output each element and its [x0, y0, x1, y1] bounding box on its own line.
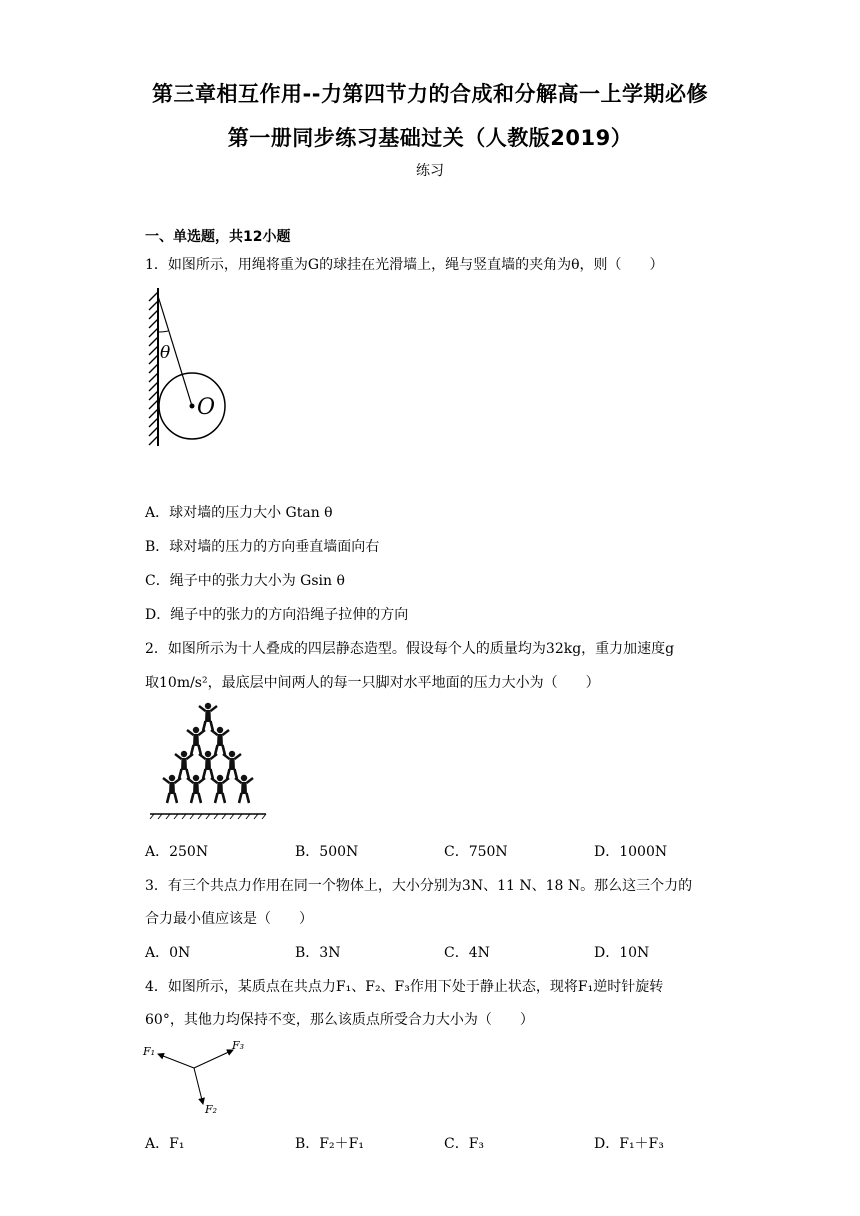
q4-option-c: C．F₃ — [444, 1136, 485, 1152]
q2-human-pyramid-figure — [148, 704, 268, 820]
q2-option-a: A．250N — [145, 844, 209, 860]
q4-f2-label: F₂ — [205, 1103, 218, 1116]
question-1-text: 1．如图所示，用绳将重为G的球挂在光滑墙上，绳与竖直墙的夹角为θ，则（ ） — [145, 257, 664, 273]
q2-option-d: D．1000N — [594, 844, 668, 860]
q4-option-d: D．F₁＋F₃ — [594, 1136, 664, 1152]
document-title-line2: 第一册同步练习基础过关（人教版2019） — [227, 126, 633, 150]
q1-center-label: O — [197, 395, 216, 420]
q1-option-a: A．球对墙的压力大小 Gtan θ — [145, 505, 333, 521]
question-3-text-line1: 3．有三个共点力作用在同一个物体上，大小分别为3N、11 N、18 N。那么这三个力的 — [145, 878, 693, 894]
question-4-text-line1: 4．如图所示，某质点在共点力F₁、F₂、F₃作用下处于静止状态，现将F₁逆时针旋转 — [145, 979, 664, 995]
q1-theta-label: θ — [160, 343, 171, 363]
q1-option-b: B．球对墙的压力的方向垂直墙面向右 — [145, 539, 380, 555]
q4-f3-label: F₃ — [232, 1039, 245, 1052]
q3-option-d: D．10N — [594, 945, 650, 961]
question-3-text-line2: 合力最小值应该是（ ） — [145, 911, 313, 927]
q4-option-a: A．F₁ — [145, 1136, 185, 1152]
q1-option-c: C．绳子中的张力大小为 Gsin θ — [145, 573, 345, 589]
question-2-text-line1: 2．如图所示为十人叠成的四层静态造型。假设每个人的质量均为32kg，重力加速度g — [145, 641, 675, 657]
q3-option-c: C．4N — [444, 945, 490, 961]
section-header: 一、单选题，共12小题 — [145, 229, 291, 245]
q4-option-b: B．F₂＋F₁ — [295, 1136, 364, 1152]
document-subtitle: 练习 — [416, 163, 444, 179]
q1-option-d: D．绳子中的张力的方向沿绳子拉伸的方向 — [145, 607, 409, 623]
q3-option-b: B．3N — [295, 945, 341, 961]
question-4-text-line2: 60°，其他力均保持不变，那么该质点所受合力大小为（ ） — [145, 1012, 534, 1028]
q3-option-a: A．0N — [145, 945, 191, 961]
question-2-text-line2: 取10m/s²，最底层中间两人的每一只脚对水平地面的压力大小为（ ） — [145, 675, 600, 691]
q1-ball-on-wall-figure — [140, 288, 240, 453]
q2-option-b: B．500N — [295, 844, 359, 860]
document-title-line1: 第三章相互作用--力第四节力的合成和分解高一上学期必修 — [152, 82, 708, 106]
q4-f1-label: F₁ — [143, 1045, 156, 1058]
q2-option-c: C．750N — [444, 844, 508, 860]
